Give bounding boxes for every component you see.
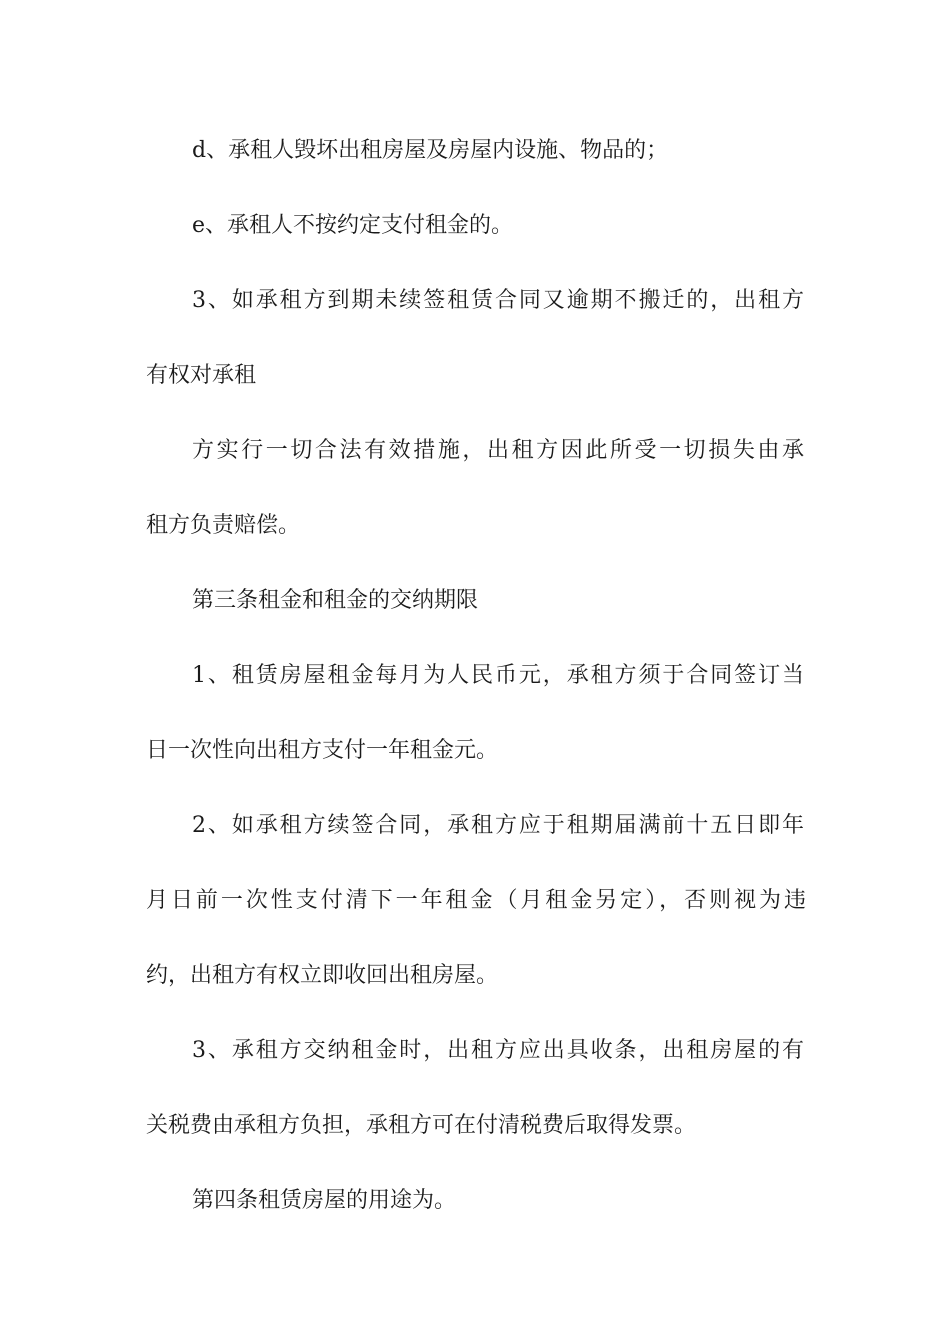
- clause-2-point-3-line-3: 方实行一切合法有效措施，出租方因此所受一切损失由承: [192, 438, 804, 463]
- clause-3-point-3-line-2: 关税费由承租方负担，承租方可在付清税费后取得发票。: [146, 1113, 697, 1138]
- clause-3-point-2-line-3: 约，出租方有权立即收回出租房屋。: [146, 963, 499, 988]
- clause-2-point-3-line-2: 有权对承租: [146, 363, 257, 388]
- clause-4-heading: 第四条租赁房屋的用途为。: [192, 1188, 457, 1213]
- clause-3-heading: 第三条租金和租金的交纳期限: [192, 588, 479, 613]
- clause-3-point-1-line-1: 1、租赁房屋租金每月为人民币元，承租方须于合同签订当: [192, 663, 804, 688]
- clause-2-point-3-line-4: 租方负责赔偿。: [146, 513, 301, 538]
- clause-2-item-d: d、承租人毁坏出租房屋及房屋内设施、物品的；: [192, 138, 669, 163]
- clause-3-point-2-line-2: 月日前一次性支付清下一年租金（月租金另定），否则视为违: [146, 888, 806, 913]
- clause-3-point-1-line-2: 日一次性向出租方支付一年租金元。: [146, 738, 499, 763]
- clause-3-point-2-line-1: 2、如承租方续签合同，承租方应于租期届满前十五日即年: [192, 813, 804, 838]
- clause-2-item-e: e、承租人不按约定支付租金的。: [192, 213, 514, 238]
- clause-2-point-3-line-1: 3、如承租方到期未续签租赁合同又逾期不搬迁的，出租方: [192, 288, 804, 313]
- clause-3-point-3-line-1: 3、承租方交纳租金时，出租方应出具收条，出租房屋的有: [192, 1038, 804, 1063]
